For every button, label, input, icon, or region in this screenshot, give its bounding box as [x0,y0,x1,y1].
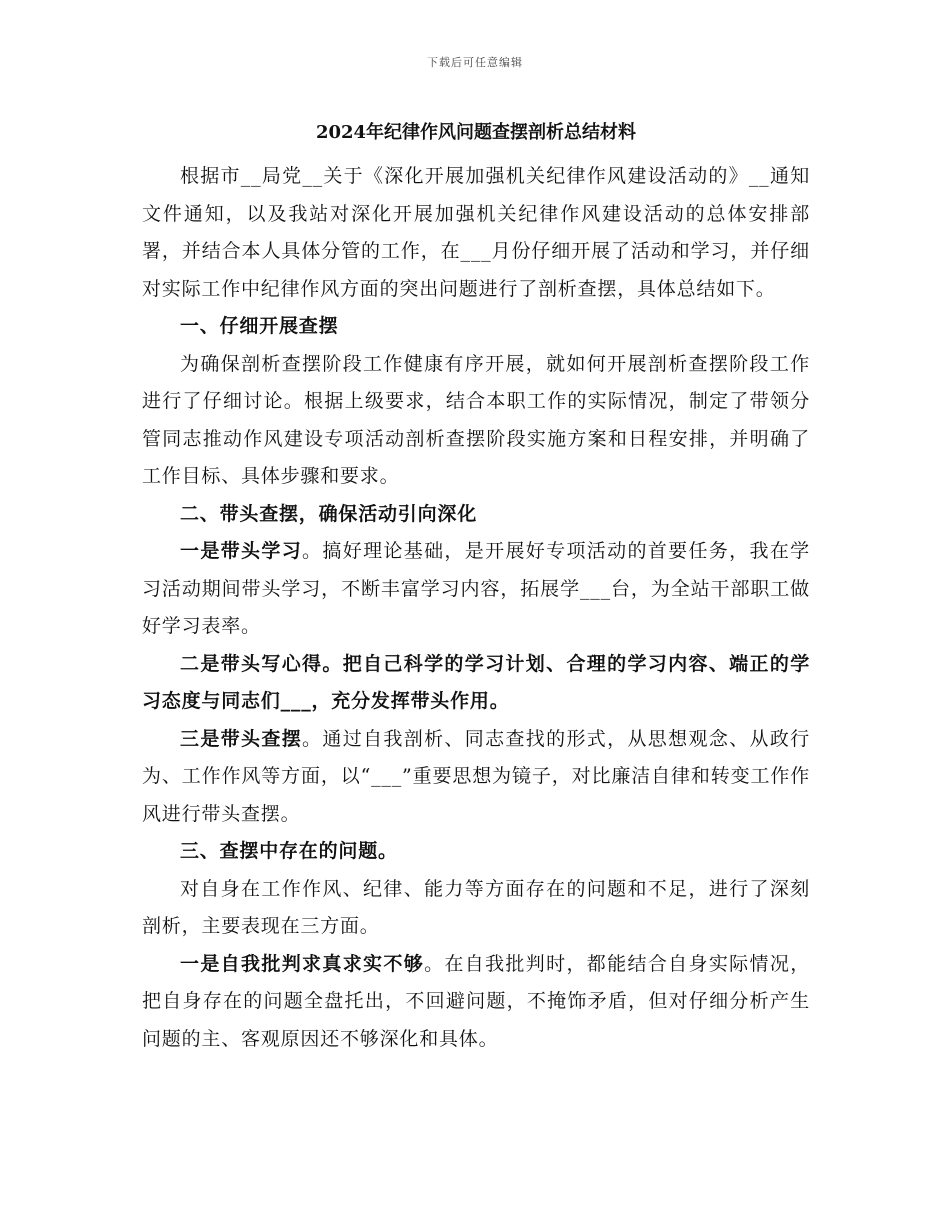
point-lead-writing: 二是带头写心得。把自己科学的学习计划、合理的学习内容、端正的学习态度与同志们___，充分发挥带头作用。 [142,652,810,712]
section-1-paragraph: 为确保剖析查摆阶段工作健康有序开展，就如何开展剖析查摆阶段工作进行了仔细讨论。根据上级要求，结合本职工作的实际情况，制定了带领分管同志推动作风建设专项活动剖析查摆阶段实施方案和日程安排，并明确了工作目标、具体步骤和要求。 [142,352,810,487]
point-lead-study [142,533,810,646]
section-3-paragraph: 对自身在工作作风、纪律、能力等方面存在的问题和不足，进行了深刻剖析，主要表现在三方面。 [142,877,810,937]
document-body [142,120,810,1058]
point-lead-study-text: 。搞好理论基础，是开展好专项活动的首要任务，我在学习活动期间带头学习，不断丰富学习内容，拓展学___台，为全站干部职工做好学习表率。 [142,540,810,637]
point-lead-check-text: 。通过自我剖析、同志查找的形式，从思想观念、从政行为、工作作风等方面，以“___”重要思想为镜子，对比廉洁自律和转变工作作风进行带头查摆。 [142,727,810,825]
problem-self-criticism [142,946,810,1059]
problem-self-criticism-label: 一是自我批判求真求实不够 [180,952,425,975]
page-header: 下载后可任意编辑 [427,56,523,69]
section-heading-3: 三、查摆中存在的问题。 [180,840,398,862]
point-lead-check-label: 三是带头查摆 [180,727,303,750]
point-lead-check [142,721,810,834]
point-lead-study-label: 一是带头学习 [180,540,303,562]
document-title: 2024年纪律作风问题查摆剖析总结材料 [315,122,637,143]
section-heading-2: 二、带头查摆，确保活动引向深化 [180,502,478,525]
problem-self-criticism-text: 。在自我批判时，都能结合自身实际情况，把自身存在的问题全盘托出，不回避问题，不掩饰矛盾，但对仔细分析产生问题的主、客观原因还不够深化和具体。 [142,952,810,1050]
section-heading-1: 一、仔细开展查摆 [180,315,339,337]
intro-paragraph: 根据市__局党__关于《深化开展加强机关纪律作风建设活动的》__通知文件通知，以及我站对深化开展加强机关纪律作风建设活动的总体安排部署，并结合本人具体分管的工作，在___月份仔细开展了活动和学习，并仔细对实际工作中纪律作风方面的突出问题进行了剖析查摆，具体总结如下。 [142,165,810,300]
